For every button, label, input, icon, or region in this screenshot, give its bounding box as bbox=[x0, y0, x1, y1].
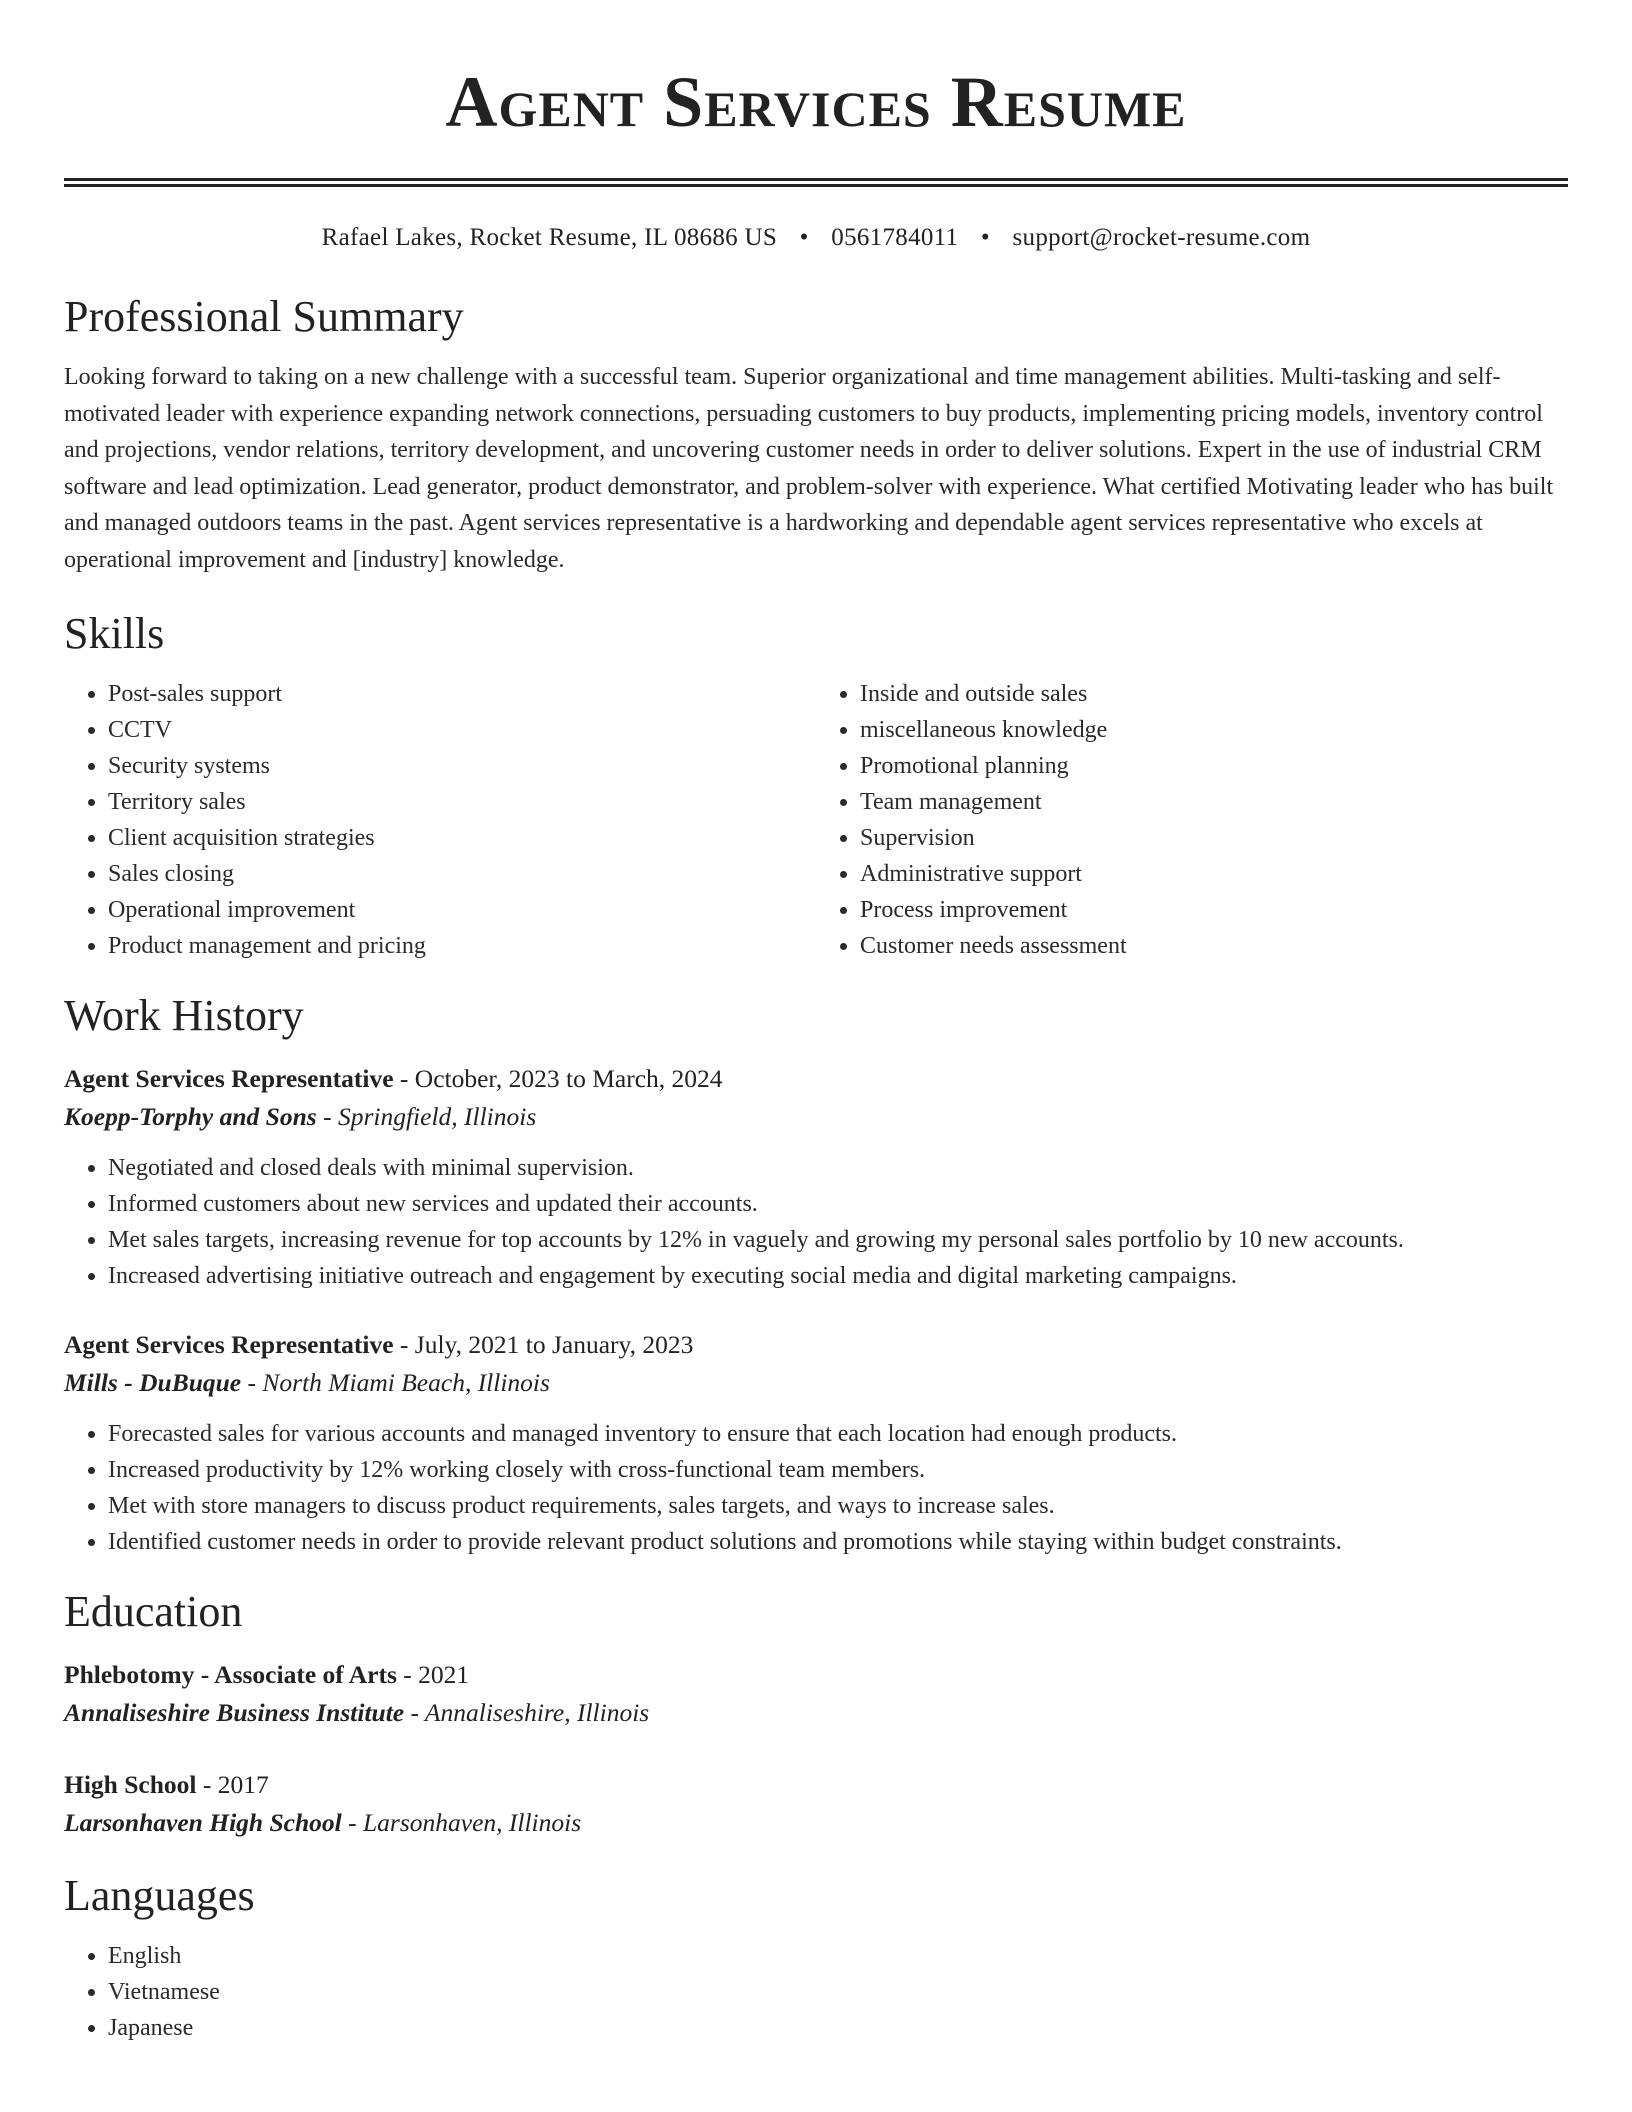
education-school-line bbox=[64, 1804, 1568, 1842]
languages-list bbox=[64, 1938, 1568, 2046]
education-year: - 2021 bbox=[396, 1660, 470, 1689]
job-company-line bbox=[64, 1364, 1568, 1402]
skill-item: • Team management bbox=[860, 784, 1568, 820]
skill-item: • Client acquisition strategies bbox=[108, 820, 816, 856]
contact-phone: 0561784011 bbox=[831, 224, 959, 251]
education-entry bbox=[64, 1766, 1568, 1842]
skill-item: • Sales closing bbox=[108, 856, 816, 892]
languages-section bbox=[64, 1868, 1568, 2046]
job-dates: - July, 2021 to January, 2023 bbox=[393, 1330, 694, 1359]
contact-address: Rafael Lakes, Rocket Resume, IL 08686 US bbox=[321, 224, 778, 251]
job-title: Agent Services Representative bbox=[64, 1064, 394, 1093]
work-history-heading: Work History bbox=[64, 991, 304, 1040]
education-degree-line bbox=[64, 1656, 1568, 1694]
skill-item: • Promotional planning bbox=[860, 748, 1568, 784]
language-item: • Vietnamese bbox=[108, 1974, 1568, 2010]
job-title: Agent Services Representative bbox=[64, 1330, 394, 1359]
job-location: - North Miami Beach, Illinois bbox=[241, 1368, 550, 1397]
education-location: - Annaliseshire, Illinois bbox=[404, 1698, 650, 1727]
job-bullet: • Negotiated and closed deals with minimal supervision. bbox=[108, 1150, 1568, 1186]
job-company: Koepp-Torphy and Sons bbox=[64, 1102, 317, 1131]
contact-separator: • bbox=[799, 224, 809, 251]
job-entry bbox=[64, 1326, 1568, 1560]
summary-heading: Professional Summary bbox=[64, 292, 464, 341]
skill-item: • Operational improvement bbox=[108, 892, 816, 928]
skill-item: • Administrative support bbox=[860, 856, 1568, 892]
job-bullet: • Identified customer needs in order to provide relevant product solutions and promotions while staying within budget constraints. bbox=[108, 1524, 1568, 1560]
contact-separator: • bbox=[980, 224, 990, 251]
skills-section bbox=[64, 606, 1568, 964]
education-year: - 2017 bbox=[196, 1770, 269, 1799]
education-school: Larsonhaven High School bbox=[64, 1808, 342, 1837]
education-degree-line bbox=[64, 1766, 1568, 1804]
job-bullet: • Increased advertising initiative outreach and engagement by executing social media and digital marketing campaigns. bbox=[108, 1258, 1568, 1294]
job-bullet: • Informed customers about new services and updated their accounts. bbox=[108, 1186, 1568, 1222]
job-bullet: • Increased productivity by 12% working closely with cross-functional team members. bbox=[108, 1452, 1568, 1488]
job-location: - Springfield, Illinois bbox=[316, 1102, 537, 1131]
language-item: • Japanese bbox=[108, 2010, 1568, 2046]
skill-item: • Supervision bbox=[860, 820, 1568, 856]
job-dates: - October, 2023 to March, 2024 bbox=[393, 1064, 723, 1093]
job-company-line bbox=[64, 1098, 1568, 1136]
job-title-line bbox=[64, 1060, 1568, 1098]
summary-section bbox=[64, 289, 1568, 578]
education-location: - Larsonhaven, Illinois bbox=[341, 1808, 582, 1837]
skill-item: • CCTV bbox=[108, 712, 816, 748]
job-bullets bbox=[64, 1150, 1568, 1294]
language-item: • English bbox=[108, 1938, 1568, 1974]
education-degree: Phlebotomy - Associate of Arts bbox=[64, 1660, 397, 1689]
job-bullet: • Forecasted sales for various accounts and managed inventory to ensure that each location had enough products. bbox=[108, 1416, 1568, 1452]
education-school: Annaliseshire Business Institute bbox=[64, 1698, 405, 1727]
skills-column-right bbox=[816, 676, 1568, 964]
skill-item: • Territory sales bbox=[108, 784, 816, 820]
skill-item: • Process improvement bbox=[860, 892, 1568, 928]
skill-item: • miscellaneous knowledge bbox=[860, 712, 1568, 748]
job-entry bbox=[64, 1060, 1568, 1294]
skills-column-left bbox=[64, 676, 816, 964]
job-bullet: • Met with store managers to discuss product requirements, sales targets, and ways to increase sales. bbox=[108, 1488, 1568, 1524]
education-heading: Education bbox=[64, 1587, 243, 1636]
contact-line bbox=[64, 221, 1568, 255]
job-company: Mills - DuBuque bbox=[64, 1368, 242, 1397]
summary-text: Looking forward to taking on a new challenge with a successful team. Superior organizational and time management abilities. Multi-tasking and self-motivated leader with experience expanding network connections, persuading customers to buy products, implementing pricing models, inventory control and projections, vendor relations, territory development, and uncovering customer needs in order to deliver solutions. Expert in the use of industrial CRM software and lead optimization. Lead generator, product demonstrator, and problem-solver with experience. What certified Motivating leader who has built and managed outdoors teams in the past. Agent services representative is a hardworking and dependable agent services representative who excels at operational improvement and [industry] knowledge. bbox=[64, 364, 1554, 573]
skill-item: • Inside and outside sales bbox=[860, 676, 1568, 712]
job-bullets bbox=[64, 1416, 1568, 1560]
education-entry bbox=[64, 1656, 1568, 1732]
skill-item: • Product management and pricing bbox=[108, 928, 816, 964]
work-history-section bbox=[64, 988, 1568, 1560]
education-section bbox=[64, 1584, 1568, 1842]
skill-item: • Customer needs assessment bbox=[860, 928, 1568, 964]
education-school-line bbox=[64, 1694, 1568, 1732]
languages-heading: Languages bbox=[64, 1871, 255, 1920]
skills-heading: Skills bbox=[64, 609, 165, 658]
title-divider bbox=[64, 178, 1568, 187]
skills-grid bbox=[64, 676, 1568, 964]
contact-email: support@rocket-resume.com bbox=[1012, 224, 1311, 251]
resume-title: Agent Services Resume bbox=[445, 62, 1187, 142]
job-bullet: • Met sales targets, increasing revenue for top accounts by 12% in vaguely and growing my personal sales portfolio by 10 new accounts. bbox=[108, 1222, 1568, 1258]
skill-item: • Security systems bbox=[108, 748, 816, 784]
job-title-line bbox=[64, 1326, 1568, 1364]
education-degree: High School bbox=[64, 1770, 197, 1799]
skill-item: • Post-sales support bbox=[108, 676, 816, 712]
